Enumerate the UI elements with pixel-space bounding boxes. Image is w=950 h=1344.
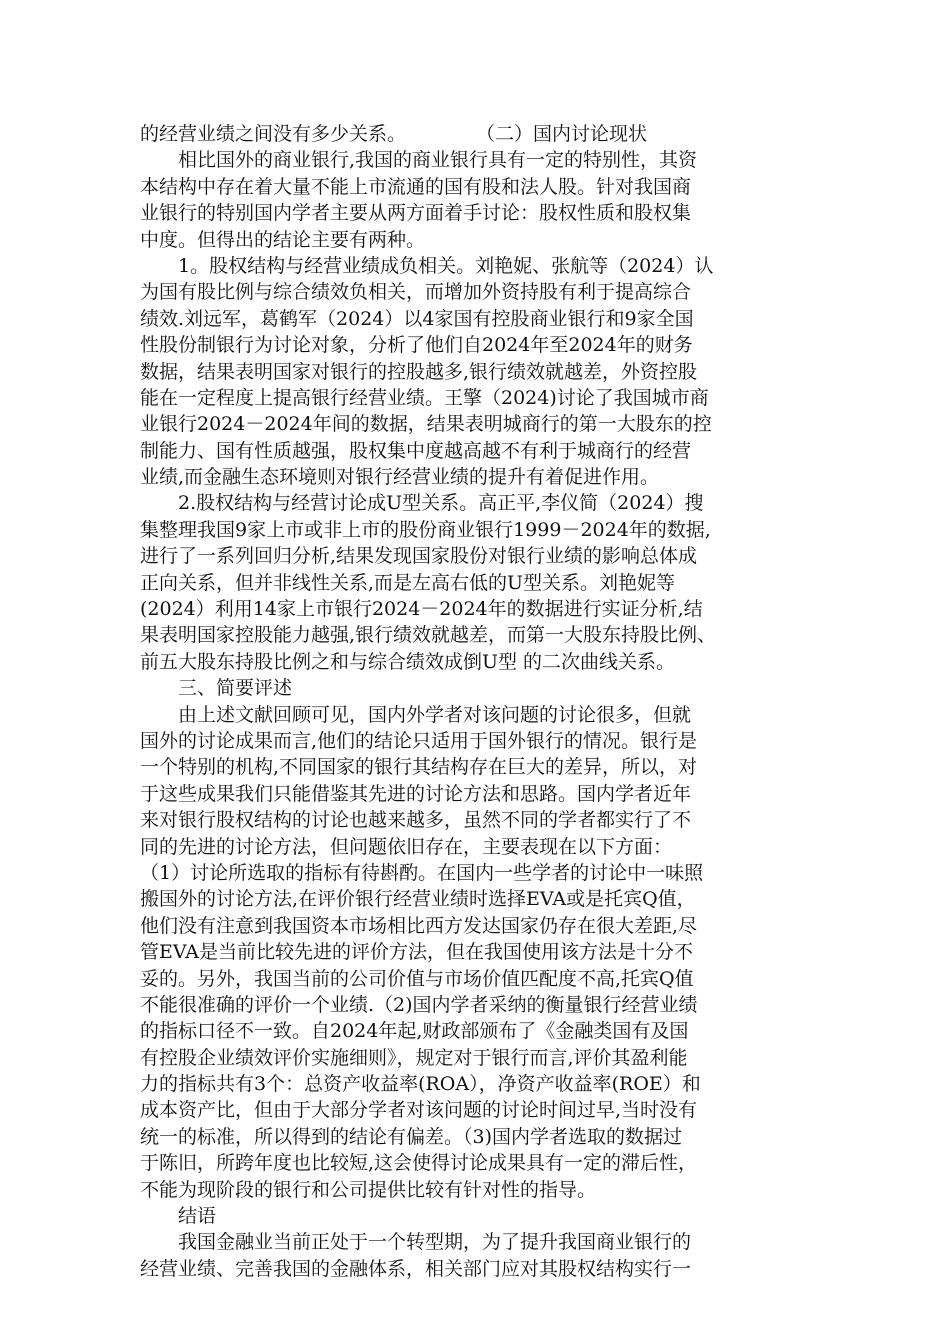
text-line: (2024）利用14家上市银行2024－2024年的数据进行实证分析,结 xyxy=(140,598,703,621)
text-line: 相比国外的商业银行,我国的商业银行具有一定的特别性，其资 xyxy=(178,149,698,172)
text-line: 我国金融业当前正处于一个转型期，为了提升我国商业银行的 xyxy=(178,1231,692,1254)
text-line: 由上述文献回顾可见，国内外学者对该问题的讨论很多，但就 xyxy=(178,703,692,726)
text-line: 于这些成果我们只能借鉴其先进的讨论方法和思路。国内学者近年 xyxy=(140,782,692,805)
text-line xyxy=(140,121,800,147)
text-line: 中度。但得出的结论主要有两种。 xyxy=(140,228,426,251)
section-heading: 三、简要评述 xyxy=(178,677,293,700)
text-line: 搬国外的讨论方法,在评价银行经营业绩时选择EVA或是托宾Q值， xyxy=(140,888,696,911)
text-line: 业银行的特别国内学者主要从两方面着手讨论：股权性质和股权集 xyxy=(140,202,692,225)
text-line: 性股份制银行为讨论对象，分析了他们自2024年至2024年的财务 xyxy=(140,334,693,357)
text-line: 进行了一系列回归分析,结果发现国家股份对银行业绩的影响总体成 xyxy=(140,545,698,568)
text-line: 同的先进的讨论方法，但问题依旧存在，主要表现在以下方面： xyxy=(140,835,673,858)
text-line: 本结构中存在着大量不能上市流通的国有股和法人股。针对我国商 xyxy=(140,175,692,198)
text-line: 1。股权结构与经营业绩成负相关。刘艳妮、张航等（2024）认 xyxy=(178,254,714,277)
text-line: 正向关系，但并非线性关系,而是左高右低的U型关系。刘艳妮等 xyxy=(140,571,676,594)
text-line: 力的指标共有3个：总资产收益率(ROA），净资产收益率(ROE）和 xyxy=(140,1073,701,1096)
text-line: 成本资产比，但由于大部分学者对该问题的讨论时间过早,当时没有 xyxy=(140,1099,698,1122)
section-heading: （二）国内讨论现状 xyxy=(476,123,648,145)
text-line: 业绩,而金融生态环境则对银行经营业绩的提升有着促进作用。 xyxy=(140,466,660,489)
section-heading: 结语 xyxy=(178,1205,217,1228)
text-line: 来对银行股权结构的讨论也越来越多，虽然不同的学者都实行了不 xyxy=(140,809,692,832)
text-line: 统一的标准，所以得到的结论有偏差。（3)国内学者选取的数据过 xyxy=(140,1125,683,1148)
text-line: 前五大股东持股比例之和与综合绩效成倒U型 的二次曲线关系。 xyxy=(140,650,676,673)
text-line: 业银行2024－2024年间的数据，结果表明城商行的第一大股东的控 xyxy=(140,413,712,436)
text-line: 绩效.刘远军，葛鹤军（2024）以4家国有控股商业银行和9家全国 xyxy=(140,307,694,330)
text-line: 数据，结果表明国家对银行的控股越多,银行绩效就越差，外资控股 xyxy=(140,360,698,383)
text-line: 2.股权结构与经营讨论成U型关系。高正平,李仪简（2024）搜 xyxy=(178,492,704,515)
text-line: 为国有股比例与综合绩效负相关，而增加外资持股有利于提高综合 xyxy=(140,281,692,304)
text-line: 不能很准确的评价一个业绩.（2)国内学者采纳的衡量银行经营业绩 xyxy=(140,993,698,1016)
text-line: 国外的讨论成果而言,他们的结论只适用于国外银行的情况。银行是 xyxy=(140,729,698,752)
text-line: 制能力、国有性质越强，股权集中度越高越不有利于城商行的经营 xyxy=(140,439,692,462)
text-line: 不能为现阶段的银行和公司提供比较有针对性的指导。 xyxy=(140,1178,597,1201)
text-line: 于陈旧，所跨年度也比较短,这会使得讨论成果具有一定的滞后性， xyxy=(140,1152,698,1175)
text-line: 果表明国家控股能力越强,银行绩效就越差，而第一大股东持股比例、 xyxy=(140,624,717,647)
text-line: 他们没有注意到我国资本市场相比西方发达国家仍存在很大差距,尽 xyxy=(140,914,698,937)
text-line: 的指标口径不一致。自2024年起,财政部颁布了《金融类国有及国 xyxy=(140,1020,689,1043)
text-line: 经营业绩、完善我国的金融体系，相关部门应对其股权结构实行一 xyxy=(140,1257,692,1280)
text-line: 一个特别的机构,不同国家的银行其结构存在巨大的差异，所以，对 xyxy=(140,756,698,779)
text-line: （1）讨论所选取的指标有待斟酌。在国内一些学者的讨论中一味照 xyxy=(140,861,704,884)
text-line: 能在一定程度上提高银行经营业绩。王擎（2024)讨论了我国城市商 xyxy=(140,386,709,409)
text-line: 集整理我国9家上市或非上市的股份商业银行1999－2024年的数据, xyxy=(140,518,711,541)
paragraph-tail: 的经营业绩之间没有多少关系。 xyxy=(140,123,407,145)
document-body xyxy=(140,121,800,1282)
text-line: 管EVA是当前比较先进的评价方法，但在我国使用该方法是十分不 xyxy=(140,941,694,964)
text-line: 有控股企业绩效评价实施细则》，规定对于银行而言,评价其盈利能 xyxy=(140,1046,688,1069)
text-line: 妥的。另外，我国当前的公司价值与市场价值匹配度不高,托宾Q值 xyxy=(140,967,694,990)
